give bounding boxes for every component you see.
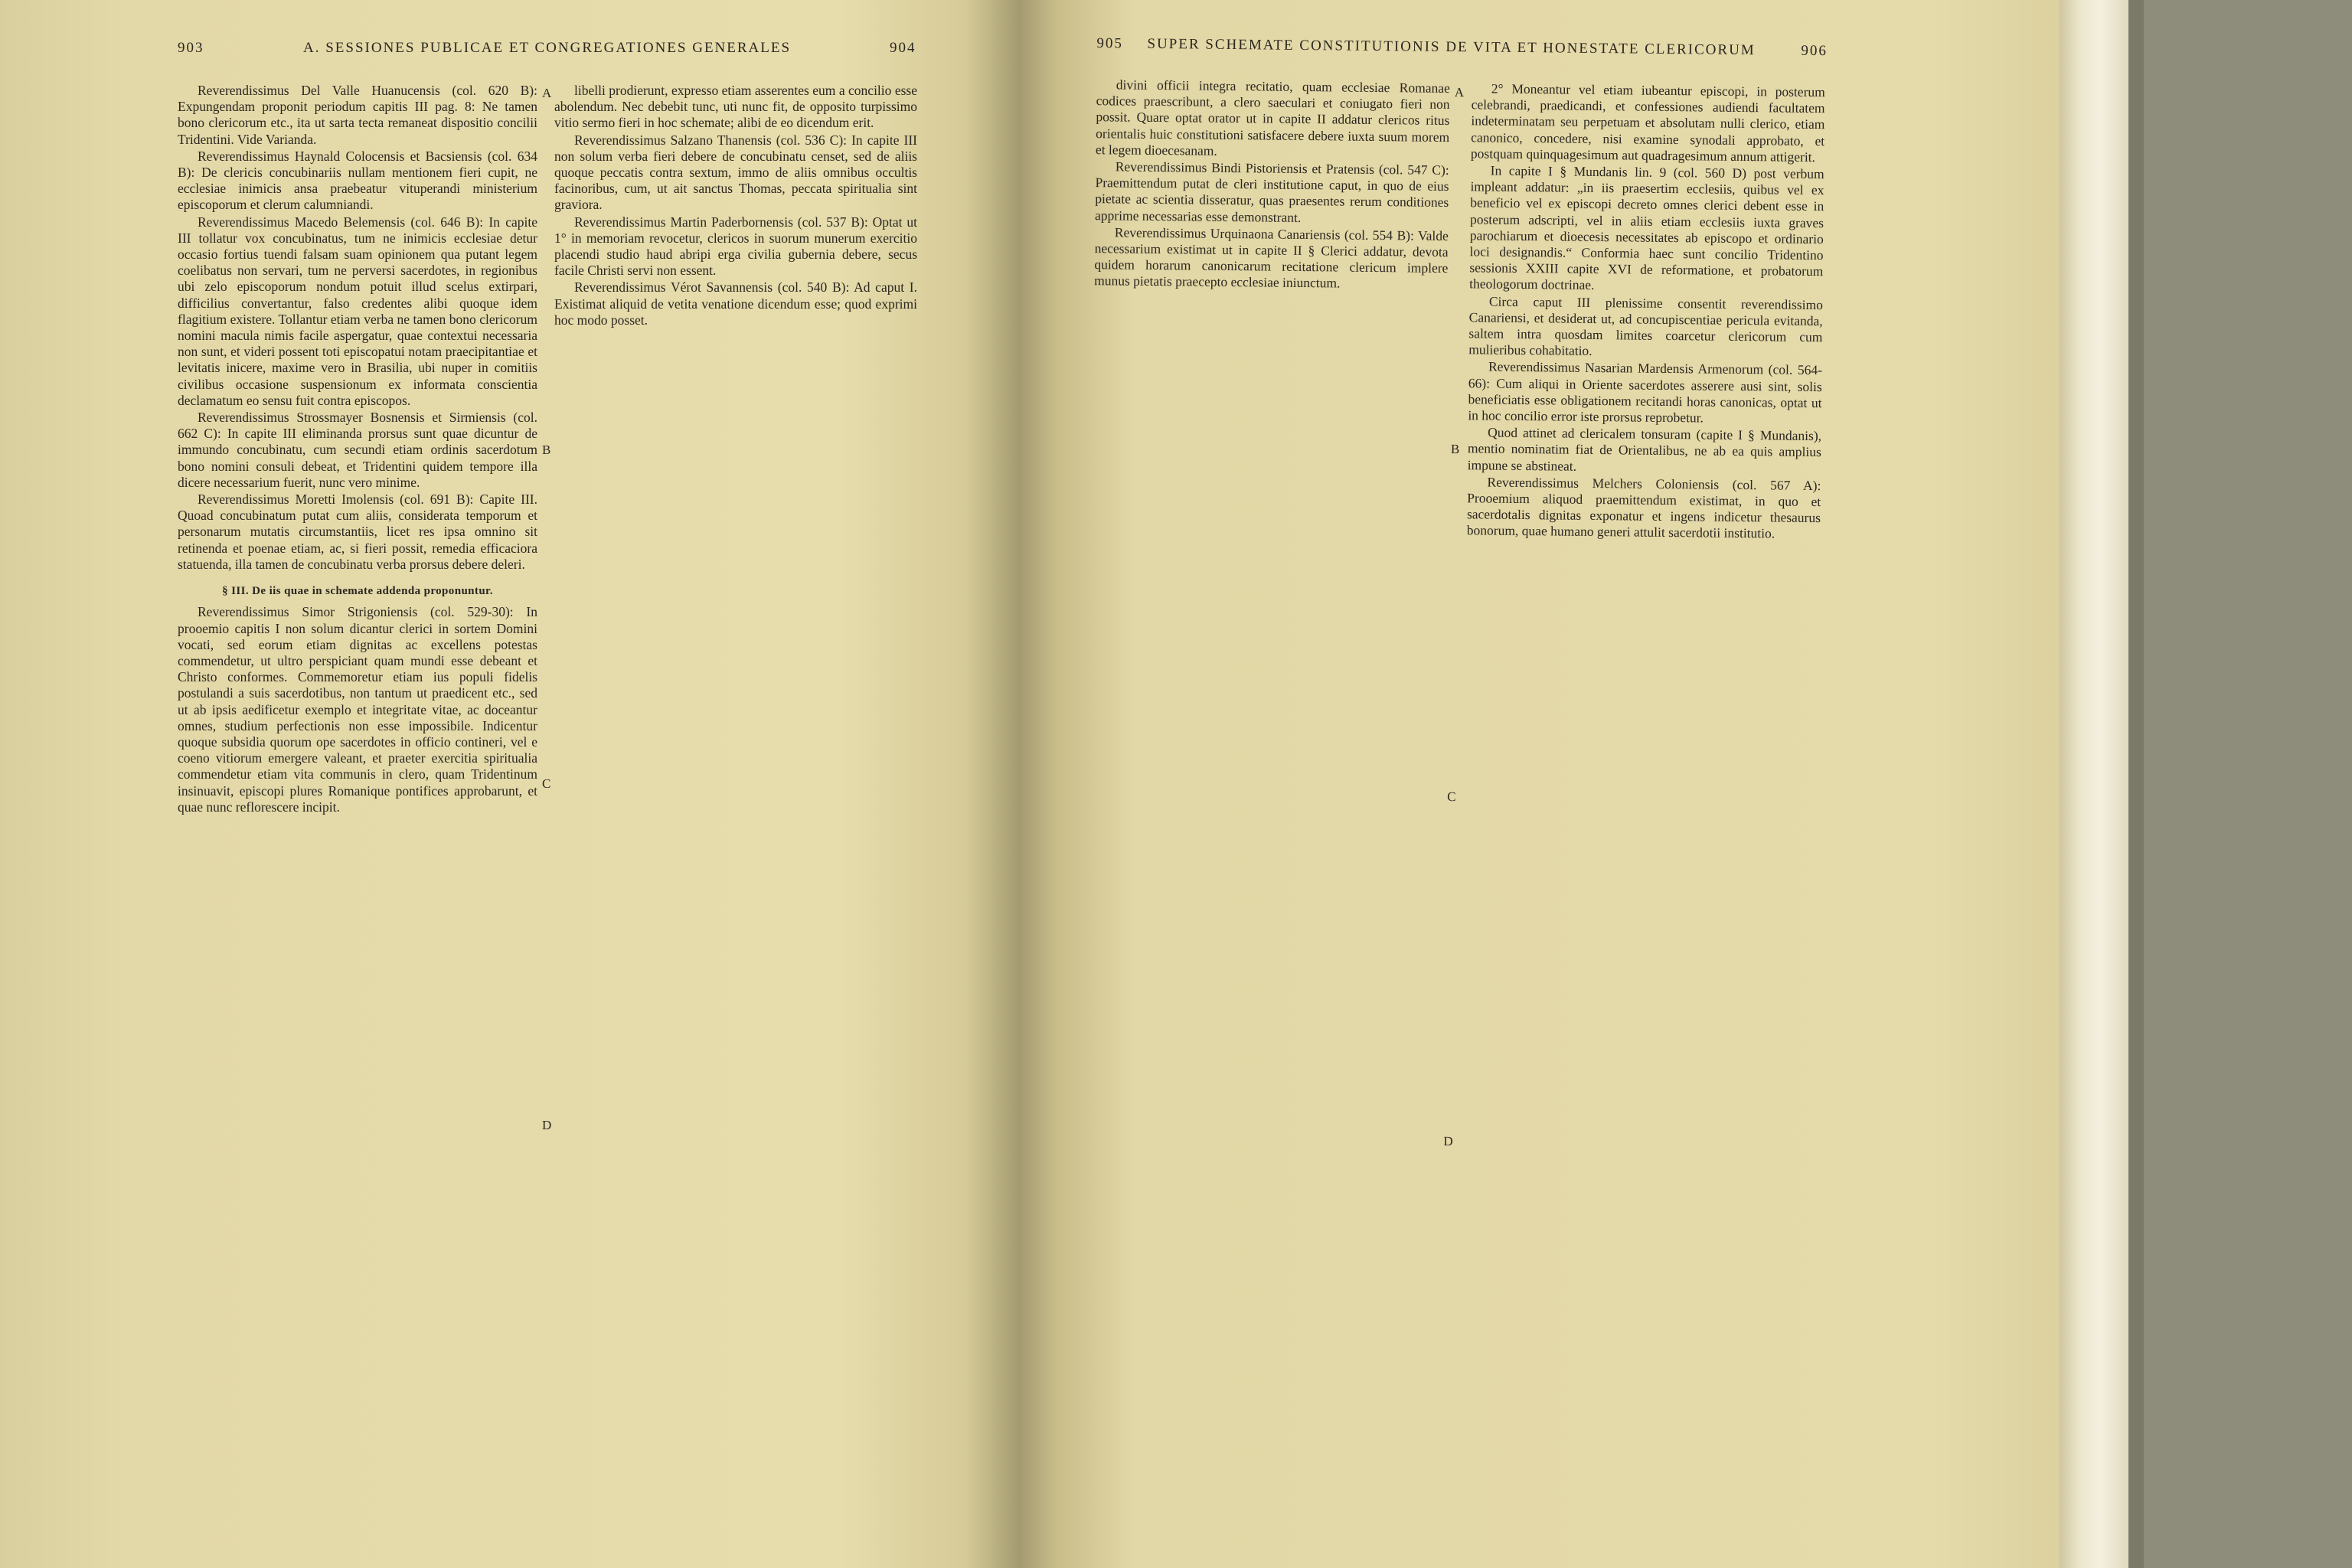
- paragraph: Reverendissimus Strossmayer Bosnensis et Sirmiensis (col. 662 C): In capite III eliminanda prorsus sunt quae dicuntur de immundo concubinatu, cum secundi etiam ordinis sacerdotum bono nomini consuli debeat, et Tridentini quidem tempore illa dicere necessarium fuerit, nunc vero minime.: [178, 410, 537, 490]
- page-fore-edge: [2060, 0, 2128, 1568]
- paragraph: Reverendissimus Moretti Imolensis (col. 691 B): Capite III. Quoad concubinatum putat cum aliis, considerata temporum et personarum mutatis circumstantiis, licet res ipsa omnino sit retinenda et poenae etiam, ac, si fieri possit, remedia efficaciora statuenda, illa tamen de concubinatu verba prorsus debere deleri.: [178, 492, 537, 572]
- margin-letter-c: C: [1447, 789, 1456, 805]
- paragraph: Reverendissimus Salzano Thanensis (col. 536 C): In capite III non solum verba fieri debere de concubinatu censet, sed de aliis quoque peccatis contra sextum, immo de aliis omnibus occultis facinoribus, cum, ut ait sanctus Thomas, peccata spiritualia sint graviora.: [554, 132, 917, 213]
- paragraph: libelli prodierunt, expresso etiam asserentes eum a concilio esse abolendum. Nec debebit tunc, uti nunc fit, de opposito turpissimo vitio sermo fieri in hoc schemate; alibi de eo dicendum erit.: [554, 83, 917, 131]
- margin-letter-b: B: [542, 443, 551, 457]
- paragraph: Reverendissimus Vérot Savannensis (col. 540 B): Ad caput I. Existimat aliquid de vetita venatione dicendum esse; quod exprimi hoc modo posset.: [554, 279, 917, 328]
- margin-letter-c: C: [542, 776, 551, 791]
- page-number-903: 903: [178, 40, 204, 56]
- margin-letter-a: A: [542, 86, 552, 100]
- paragraph: Reverendissimus Macedo Belemensis (col. 646 B): In capite III tollatur vox concubinatus, tum ne inimicis ecclesiae detur occasio fortius tuendi falsam suam opinionem qua putant legem coelibatus non servari, tum ne perversi sacerdotes, in regionibus ubi zelo episcoporum nondum potuit illud scelus extirpari, difficilius convertantur, falso credentes alibi quoque idem flagitium existere. Tollantur etiam verba ne tamen bono clericorum nomini macula nimis facile aspergatur, quae contextui necessaria non sunt, et videri possent toti episcopatui notam praecipitantiae et levitatis inicere, maxime vero in Brasilia, ubi nuper in comitiis civilibus occasione suspensionum ex informata conscientia declamatum eo sensu fuit contra episcopos.: [178, 214, 537, 408]
- margin-letter-d: D: [1443, 1133, 1453, 1149]
- paragraph: 2° Moneantur vel etiam iubeantur episcopi, in posterum celebrandi, praedicandi, et confessiones audiendi facultatem indeterminatam seu perpetuam et absolutam nulli clerico, etiam canonico, concedere, nisi examine synodali approbato, et postquam quinquagesimum aut quadragesimum annum attigerit.: [1470, 80, 1825, 165]
- left-page-column-1: [178, 83, 537, 816]
- paragraph: In capite I § Mundanis lin. 9 (col. 560 D) post verbum impleant addatur: „in iis praesertim ecclesiis, quibus vel ex beneficio vel ex episcopi decreto omnes clerici debent esse in posterum adscripti, vel in aliis etiam ecclesiis iuxta graves parochiarum et dioecesis necessitates ab episcopo et ordinario loci designandis.“ Conformia haec sunt concilio Tridentino sessionis XXIII capite XVI de reformatione, et probatorum theologorum doctrinae.: [1469, 162, 1824, 293]
- margin-letter-d: D: [542, 1118, 552, 1132]
- section-heading: § III. De iis quae in schemate addenda proponuntur.: [222, 585, 493, 598]
- running-head-right: SUPER SCHEMATE CONSTITUTIONIS DE VITA ET HONESTATE CLERICORUM: [1147, 35, 1756, 59]
- paragraph: Reverendissimus Simor Strigoniensis (col. 529-30): In prooemio capitis I non solum dicantur clerici in sortem Domini vocati, sed eorum etiam dignitas ac excellens potestas commendetur, ut ultro perspiciant quam mundi esse debeant et Christo conformes. Commemoretur etiam ius populi fidelis postulandi a suis sacerdotibus, non tantum ut praedicent etc., sed ut ab ipsis aedificetur exemplo et integritate vitae, ac doceantur omnes, studium perfectionis non esse impossibile. Indicentur quoque subsidia quorum ope sacerdotes in officio contineri, vel e coeno vitiorum emergere valeant, et praeter exercitia spiritualia commendetur etiam vita communis in clero, quam Tridentinum insinuavit, episcopi plures Romanique pontifices approbarunt, et quae nunc reflorescere incipit.: [178, 604, 537, 815]
- paragraph: Reverendissimus Nasarian Mardensis Armenorum (col. 564-66): Cum aliqui in Oriente sacerdotes asserere ausi sint, solis beneficiatis esse obligationem recitandi horas canonicas, optat ut in hoc concilio error iste prorsus reprobetur.: [1468, 358, 1823, 426]
- paragraph: Reverendissimus Urquinaona Canariensis (col. 554 B): Valde necessarium existimat ut in capite II § Clerici addatur, devota quidem horarum canonicarum recitatione clericum implere munus pietatis praecepto ecclesiae iniunctum.: [1094, 224, 1449, 291]
- left-page-column-2: [554, 83, 917, 329]
- paragraph: Circa caput III plenissime consentit reverendissimo Canariensi, et desiderat ut, ad concupiscentiae pericula evitanda, saltem intra quosdam limites coarcetur clericorum cum mulieribus cohabitatio.: [1468, 293, 1824, 359]
- margin-letter-b: B: [1450, 442, 1460, 457]
- paragraph: Reverendissimus Del Valle Huanucensis (col. 620 B): Expungendam proponit periodum capitis III pag. 8: Ne tamen bono clericorum etc., ita ut sarta tecta remaneat dispositio concilii Tridentini. Vide Varianda.: [178, 83, 537, 147]
- running-head-left: A. SESSIONES PUBLICAE ET CONGREGATIONES GENERALES: [303, 40, 792, 56]
- cover-edge: [2128, 0, 2144, 1568]
- paragraph: divini officii integra recitatio, quam ecclesiae Romanae codices praescribunt, a clero saeculari et coniugato fieri non possit. Quare optat orator ut in capite II addatur clericos ritus orientalis huic constitutioni satisfacere debere iuxta suum morem et legem dioecesanam.: [1095, 77, 1450, 158]
- page-number-906: 906: [1801, 42, 1828, 60]
- paragraph: Reverendissimus Martin Paderbornensis (col. 537 B): Optat ut 1° in memoriam revocetur, clericos in suorum munerum exercitio placendi studio haud abripi erga civilia gubernia debere, secus facile Christi servi non essent.: [554, 214, 917, 279]
- margin-letter-a: A: [1454, 85, 1465, 100]
- paragraph: Reverendissimus Haynald Colocensis et Bacsiensis (col. 634 B): De clericis concubinariis nullam mentionem fieri cupit, ne ecclesiae inimicis ansa praebeatur vituperandi ministerium episcoporum et clerum calumniandi.: [178, 148, 537, 213]
- page-number-904: 904: [890, 40, 916, 56]
- paragraph: Quod attinet ad clericalem tonsuram (capite I § Mundanis), mentio nominatim fiat de Orientalibus, ne ab ea quis amplius impune se abstineat.: [1467, 424, 1822, 474]
- right-page-column-2: [1467, 80, 1825, 543]
- right-page-column-1: [1094, 77, 1450, 293]
- page-number-905: 905: [1096, 35, 1124, 52]
- paragraph: Reverendissimus Bindi Pistoriensis et Pratensis (col. 547 C): Praemittendum putat de cleri institutione caput, in quo de eius pietate ac scientia disseratur, quas praesentes rerum conditiones apprime necessarias esse demonstrant.: [1094, 158, 1449, 225]
- paragraph: Reverendissimus Melchers Coloniensis (col. 567 A): Prooemium aliquod praemittendum existimat, in quo et sacerdotalis dignitas exponatur et ingens indicetur thesaurus bonorum, quae humano generi attulit sacerdotii institutio.: [1466, 474, 1821, 541]
